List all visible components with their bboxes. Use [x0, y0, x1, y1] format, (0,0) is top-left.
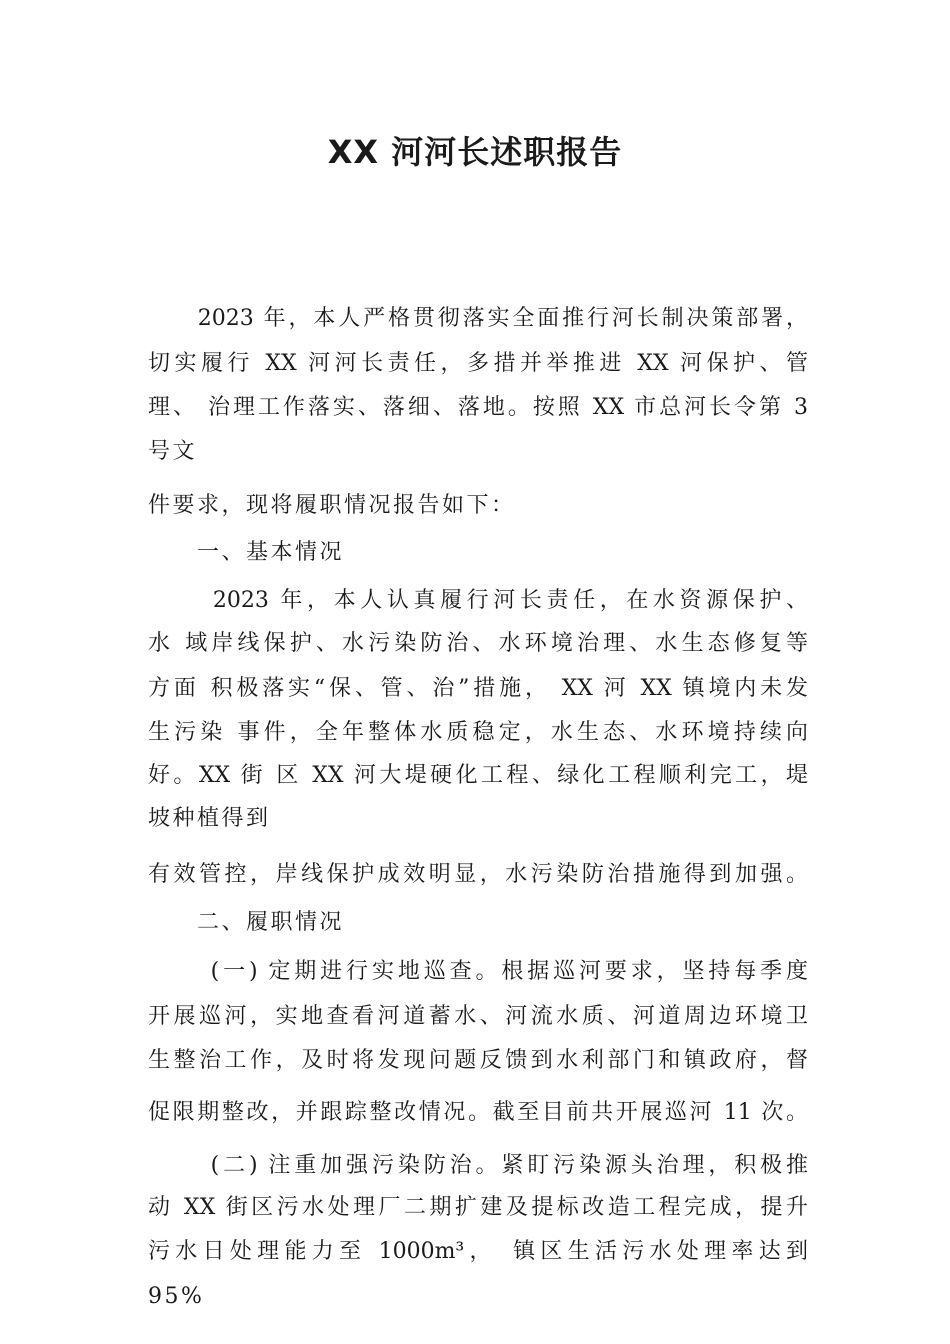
body-line: 坡种植得到: [148, 806, 271, 831]
body-line: (二) 注重加强污染防治。紧盯污染源头治理，积极推: [148, 1153, 808, 1178]
body-line: 件要求，现将履职情况报告如下：: [148, 493, 516, 518]
body-line: 号文: [148, 439, 198, 464]
section-heading: 一、基本情况: [148, 540, 345, 565]
document-title: XX 河河长述职报告: [327, 133, 623, 171]
body-line: 开展巡河，实地查看河道蓄水、河流水质、河道周边环境卫: [148, 1004, 808, 1029]
body-line: (一) 定期进行实地巡查。根据巡河要求，坚持每季度: [148, 959, 808, 984]
section-heading: 二、履职情况: [148, 910, 345, 935]
body-line: 生污染 事件，全年整体水质稳定，水生态、水环境持续向: [148, 720, 808, 745]
body-line: 好。XX 街 区 XX 河大堤硬化工程、绿化工程顺利完工，堤: [148, 763, 808, 788]
body-line: 生整治工作，及时将发现问题反馈到水利部门和镇政府，督: [148, 1048, 808, 1073]
body-line: 95%: [148, 1284, 205, 1309]
body-line: 污水日处理能力至 1000m³， 镇区生活污水处理率达到: [148, 1239, 808, 1264]
body-line: 促限期整改，并跟踪整改情况。截至目前共开展巡河 11 次。: [148, 1100, 808, 1125]
body-line: 2023 年，本人严格贯彻落实全面推行河长制决策部署，: [148, 306, 808, 331]
body-line: 动 XX 街区污水处理厂二期扩建及提标改造工程完成，提升: [148, 1195, 808, 1220]
body-line: 切实履行 XX 河河长责任，多措并举推进 XX 河保护、管: [148, 351, 808, 376]
body-line: 有效管控，岸线保护成效明显，水污染防治措施得到加强。: [148, 862, 808, 887]
body-line: 2023 年，本人认真履行河长责任，在水资源保护、: [148, 588, 808, 613]
body-line: 水 域岸线保护、水污染防治、水环境治理、水生态修复等: [148, 631, 808, 656]
body-line: 方面 积极落实“保、管、治”措施， XX 河 XX 镇境内未发: [148, 676, 808, 701]
body-line: 理、 治理工作落实、落细、落地。按照 XX 市总河长令第 3: [148, 395, 808, 420]
